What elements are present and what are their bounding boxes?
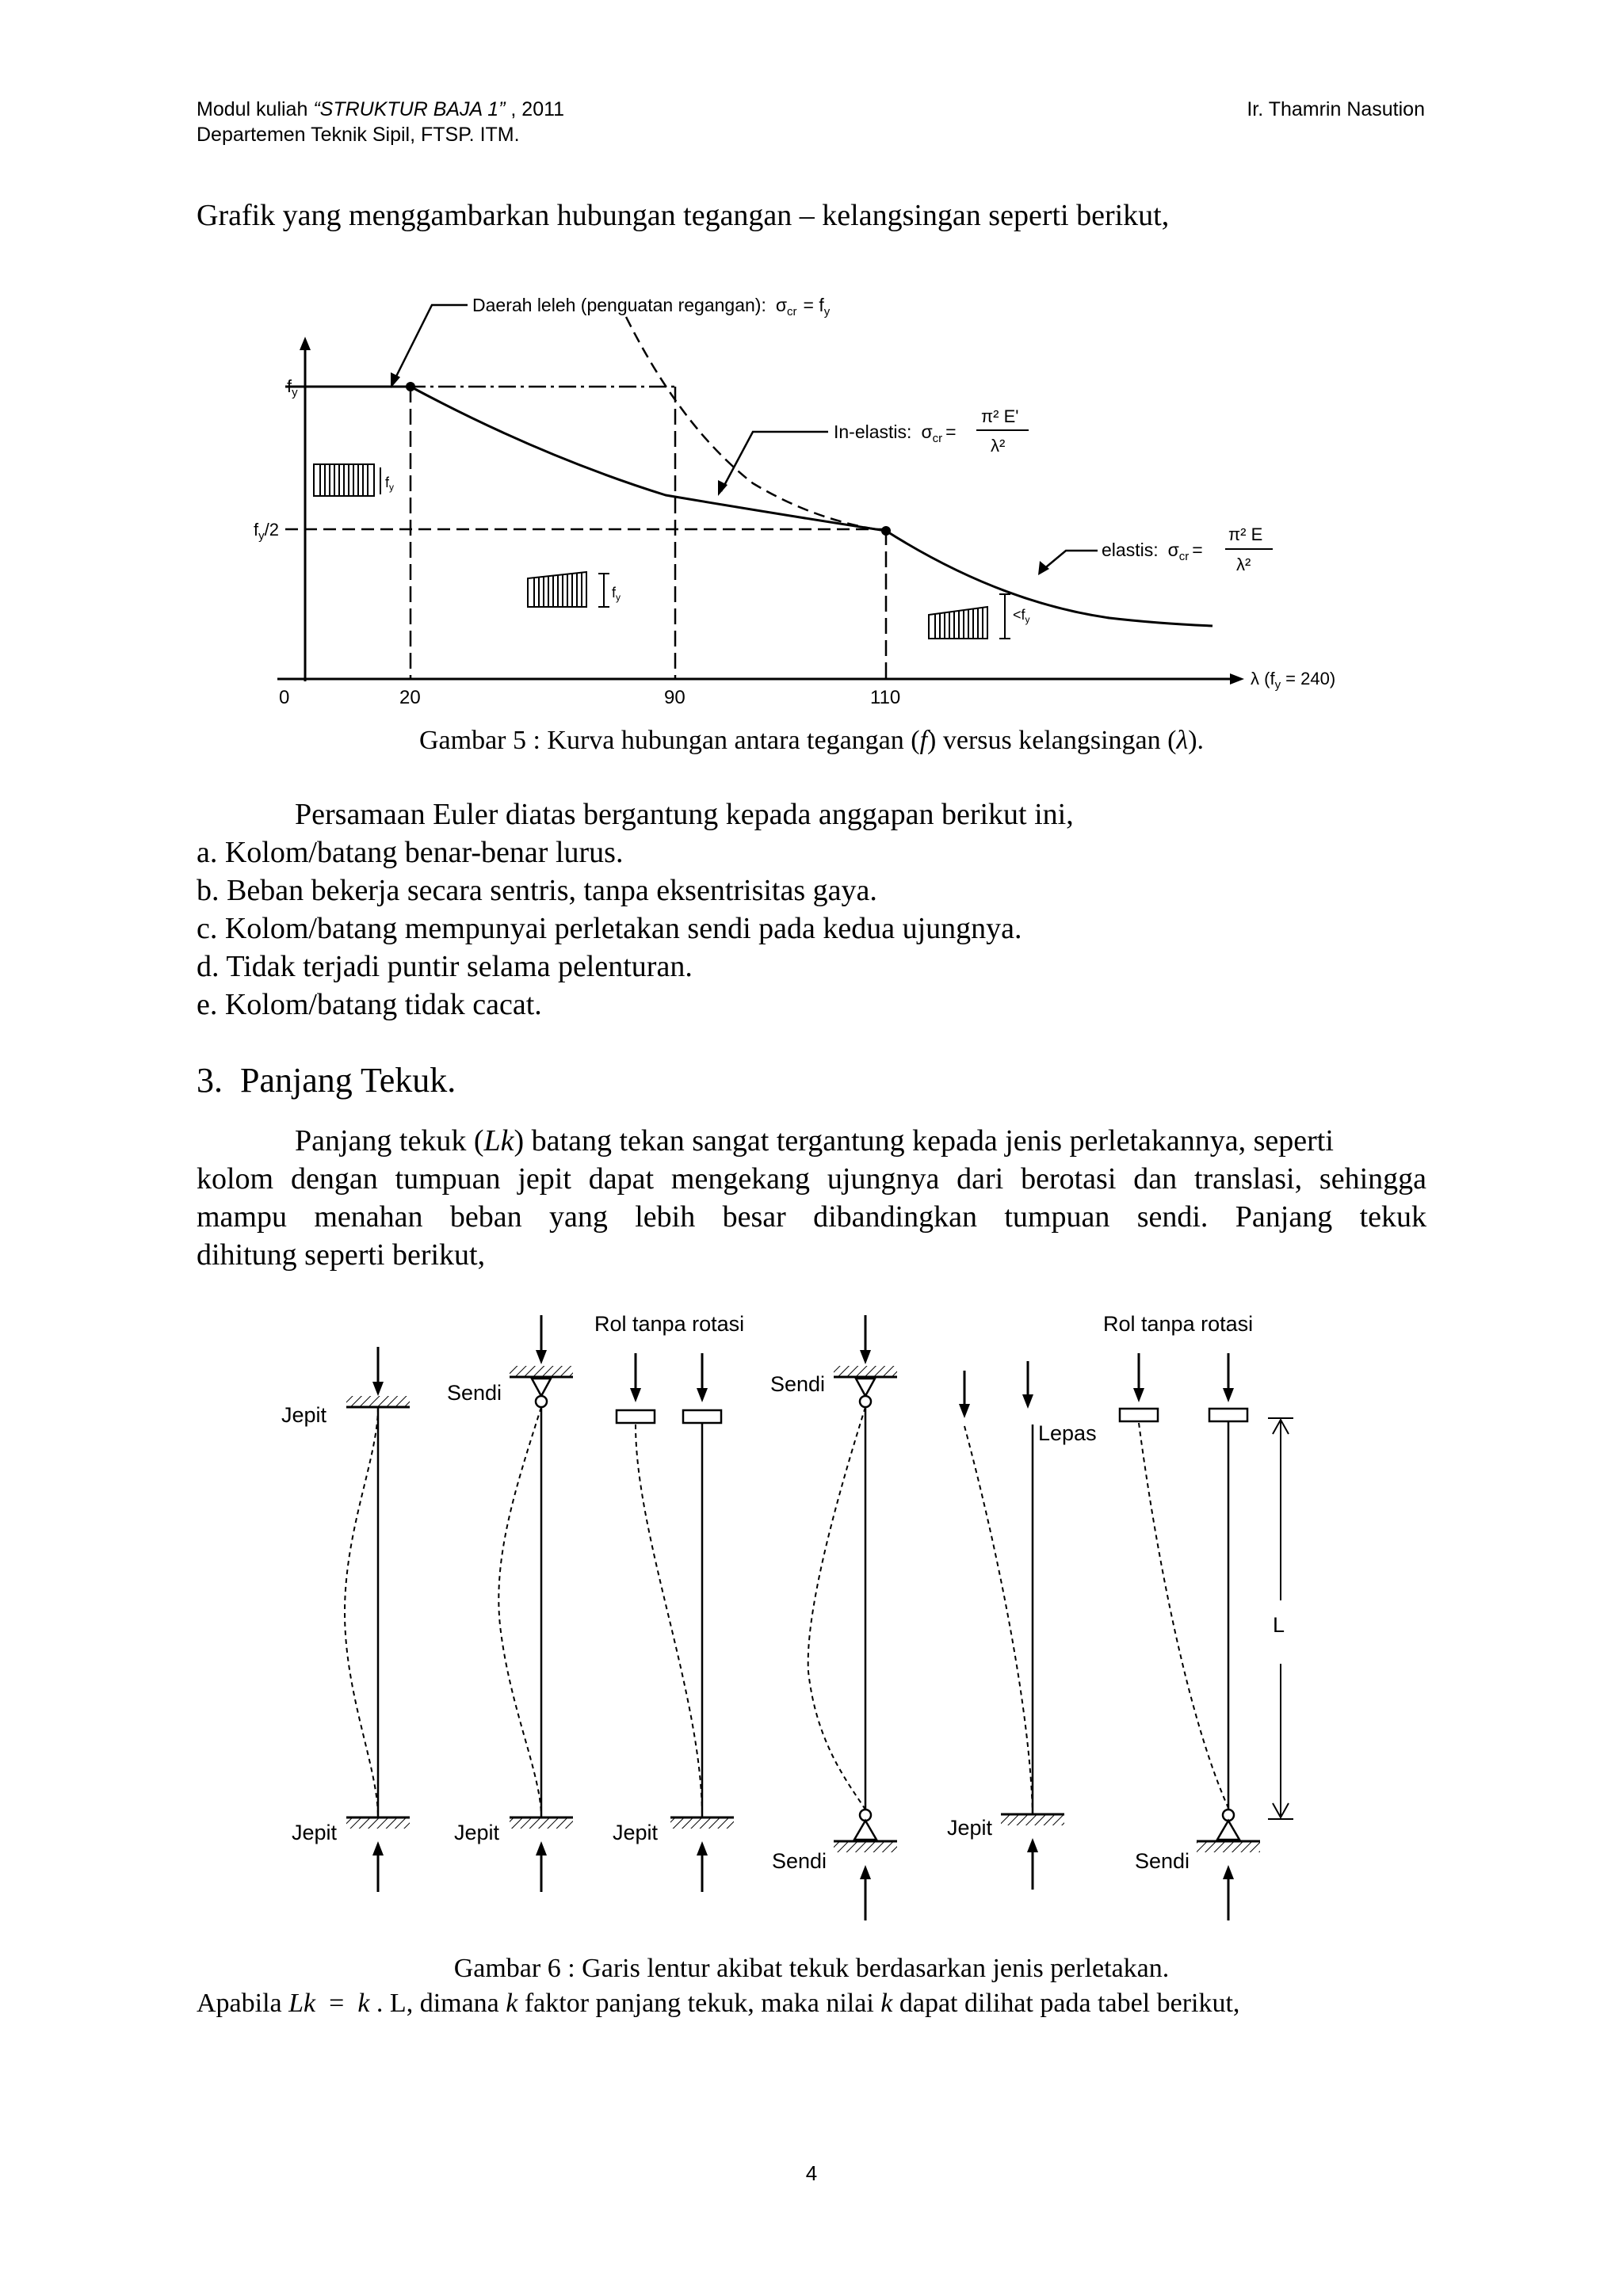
label-sendi-bottom-6: Sendi (1135, 1849, 1190, 1873)
label-sendi-top-2: Sendi (447, 1381, 502, 1405)
section3-paragraph (197, 1122, 1426, 1274)
stress-block-yield (314, 464, 394, 496)
section3-line3: mampu menahan beban yang lebih besar dibandingkan tumpuan sendi. Panjang tekuk (197, 1200, 1426, 1234)
x-axis-arrow (1230, 673, 1244, 685)
header-course-year: , 2011 (505, 98, 565, 120)
label-fy: $f_y$ (287, 376, 298, 399)
label-fy-half: $f_y/2$ (254, 520, 279, 543)
column-guided-fixed (617, 1353, 734, 1892)
point-110 (881, 526, 891, 536)
assumption-item: c. Kolom/batang mempunyai perletakan sendi pada kedua ujungnya. (197, 912, 1022, 945)
label-jepit-bottom-3: Jepit (613, 1821, 659, 1844)
tick-110: 110 (870, 687, 901, 708)
section3-line4: dihitung seperti berikut, (197, 1238, 486, 1272)
closing-sentence: Apabila Lk = k . L, dimana k faktor panjang tekuk, maka nilai k dapat dilihat pada tabel berikut, (197, 1989, 1240, 2018)
header-left-line2: Departemen Teknik Sipil, FTSP. ITM. (197, 124, 520, 146)
svg-text:fy: $f_y$ (385, 475, 395, 493)
column-pinned-pinned (808, 1315, 897, 1920)
figure5-stress-slenderness-graph (238, 269, 1395, 713)
inelastic-label: In-elastis: $\sigma_{cr}$ = (834, 421, 957, 445)
inelastic-denominator: λ² (991, 436, 1006, 456)
yield-leader (392, 305, 468, 384)
label-jepit-bottom-1: Jepit (292, 1821, 338, 1844)
label-jepit-bottom-2: Jepit (454, 1821, 500, 1844)
yield-region-label: Daerah leleh (penguatan regangan): $\sigma_{cr} = f_y$ (472, 295, 831, 318)
header-course-prefix: Modul kuliah (197, 98, 314, 120)
label-rol-1: Rol tanpa rotasi (594, 1312, 745, 1336)
label-jepit-bottom-5: Jepit (947, 1816, 993, 1840)
label-rol-2: Rol tanpa rotasi (1103, 1312, 1254, 1336)
column-guided-pinned (1120, 1353, 1260, 1920)
inelastic-numerator: π² E' (981, 406, 1019, 426)
tick-0: 0 (279, 687, 290, 708)
y-axis-arrow (300, 337, 311, 350)
elastic-label: elastis: $\sigma_{cr}$ = (1102, 540, 1203, 563)
elastic-leader (1042, 551, 1098, 570)
assumption-item: e. Kolom/batang tidak cacat. (197, 988, 542, 1021)
elastic-leader-arrow (1038, 561, 1049, 575)
assumption-item: b. Beban bekerja secara sentris, tanpa eksentrisitas gaya. (197, 874, 877, 907)
assumption-item: d. Tidak terjadi puntir selama pelenturan. (197, 950, 693, 983)
page-number: 4 (805, 2161, 818, 2185)
x-axis-label: λ $(f_y = 240)$ (1251, 669, 1336, 692)
label-sendi-top-4: Sendi (770, 1372, 826, 1396)
tick-20: 20 (399, 687, 421, 708)
header-left-line1 (197, 97, 564, 122)
figure5-caption: Gambar 5 : Kurva hubungan antara tegangan (f) versus kelangsingan (λ). (418, 726, 1205, 755)
stress-block-elastic (929, 594, 1030, 639)
euler-intro: Persamaan Euler diatas bergantung kepada anggapan berikut ini, (295, 798, 1074, 831)
elastic-numerator: π² E (1228, 524, 1263, 544)
column-fixed-fixed (345, 1347, 410, 1892)
inelastic-leader (721, 432, 828, 491)
figure6-caption: Gambar 6 : Garis lentur akibat tekuk berdasarkan jenis perletakan. (453, 1954, 1170, 1983)
svg-text:<fy: $<f_y$ (1013, 607, 1030, 625)
section3-line1: Panjang tekuk (Lk) batang tekan sangat tergantung kepada jenis perletakannya, seperti (295, 1124, 1334, 1158)
section-heading: 3. Panjang Tekuk. (197, 1061, 456, 1100)
inelastic-curve (411, 387, 886, 531)
point-20 (406, 382, 415, 391)
assumption-list (197, 833, 1022, 1024)
elastic-denominator: λ² (1236, 555, 1251, 574)
label-sendi-bottom-4: Sendi (772, 1849, 827, 1873)
label-lepas: Lepas (1038, 1421, 1097, 1445)
stress-block-inelastic (528, 572, 621, 607)
section3-line2: kolom dengan tumpuan jepit dapat mengekang ujungnya dari berotasi dan translasi, sehingga (197, 1162, 1426, 1196)
header-author: Ir. Thamrin Nasution (1247, 98, 1425, 120)
elastic-curve (886, 531, 1212, 626)
label-length: L (1273, 1613, 1285, 1637)
assumption-item: a. Kolom/batang benar-benar lurus. (197, 836, 624, 869)
figure6-buckling-shapes (269, 1299, 1347, 1933)
header-course-title: “STRUKTUR BAJA 1” (313, 98, 506, 120)
svg-text:fy: $f_y$ (612, 585, 621, 603)
column-pinned-fixed (498, 1315, 573, 1892)
intro-paragraph: Grafik yang menggambarkan hubungan tegangan – kelangsingan seperti berikut, (197, 199, 1170, 232)
label-jepit-top: Jepit (281, 1403, 327, 1427)
tick-90: 90 (664, 687, 685, 708)
